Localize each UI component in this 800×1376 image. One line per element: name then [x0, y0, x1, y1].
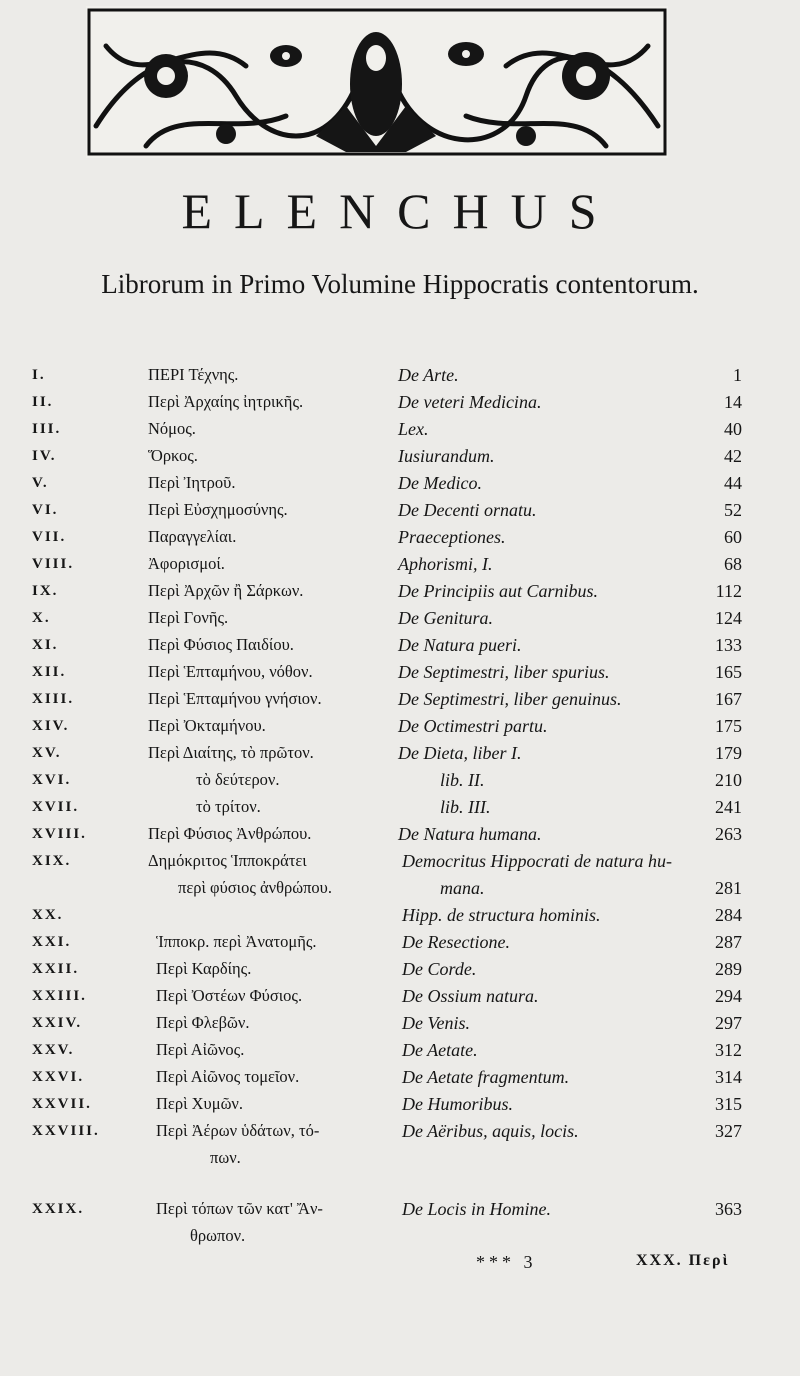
list-item: [0, 605, 800, 631]
list-item: [0, 362, 800, 388]
entry-number: I.: [32, 367, 46, 383]
entry-latin-title: De veteri Medicina.: [398, 392, 542, 412]
entry-greek-title: Περὶ Διαίτης, τὸ πρῶτον.: [148, 743, 314, 762]
entry-latin-title: Aphorismi, I.: [398, 554, 493, 574]
entry-number: XXIV.: [32, 1015, 83, 1031]
list-item: [0, 443, 800, 469]
entry-page-number: 314: [715, 1067, 742, 1087]
entry-latin-title: lib. III.: [440, 797, 491, 817]
entry-number: II.: [32, 394, 54, 410]
entry-number: XXVI.: [32, 1069, 85, 1085]
entry-number: XV.: [32, 745, 62, 761]
entry-number: XIV.: [32, 718, 70, 734]
entry-latin-title: De Octimestri partu.: [398, 716, 548, 736]
entry-greek-title: Περὶ Ἑπταμήνου, νόθον.: [148, 662, 313, 681]
entry-page-number: 40: [724, 419, 742, 439]
entry-latin-title: Lex.: [398, 419, 429, 439]
entry-page-number: 241: [715, 797, 742, 817]
entry-latin-title: De Medico.: [398, 473, 482, 493]
entry-latin-title: De Arte.: [398, 365, 459, 385]
entry-number: IV.: [32, 448, 57, 464]
entry-latin-title: mana.: [440, 878, 485, 898]
entry-latin-title: De Genitura.: [398, 608, 493, 628]
entry-greek-title: Περὶ Φύσιος Παιδίου.: [148, 635, 294, 654]
list-item: [0, 578, 800, 604]
entry-number: X.: [32, 610, 51, 626]
entry-number: VII.: [32, 529, 67, 545]
entry-page-number: 327: [715, 1121, 742, 1141]
entry-page-number: 52: [724, 500, 742, 520]
list-item: [0, 1010, 800, 1036]
entry-page-number: 124: [715, 608, 742, 628]
entry-latin-title: De Corde.: [402, 959, 477, 979]
entry-latin-title: De Ossium natura.: [402, 986, 539, 1006]
entry-greek-title: Παραγγελίαι.: [148, 527, 237, 546]
entry-page-number: 312: [715, 1040, 742, 1060]
entry-latin-title: Democritus Hippocrati de natura hu-: [402, 851, 672, 871]
entry-page-number: 175: [715, 716, 742, 736]
list-item: [0, 551, 800, 577]
list-item: [0, 740, 800, 766]
entry-number: XVII.: [32, 799, 80, 815]
list-item: [0, 956, 800, 982]
list-item: [0, 470, 800, 496]
entry-page-number: 297: [715, 1013, 742, 1033]
entry-greek-title: Περὶ Ἀρχῶν ἢ Σάρκων.: [148, 581, 304, 600]
entry-greek-title: τὸ τρίτον.: [196, 797, 261, 816]
entry-latin-title: De Septimestri, liber spurius.: [398, 662, 610, 682]
entry-latin-title: De Humoribus.: [402, 1094, 513, 1114]
entry-page-number: 1: [733, 365, 742, 385]
entry-greek-title: ΠΕΡΙ Τέχνης.: [148, 365, 239, 384]
entry-number: XXV.: [32, 1042, 75, 1058]
entry-number: XXIII.: [32, 988, 87, 1004]
entry-greek-title: πων.: [210, 1148, 241, 1167]
entry-page-number: 42: [724, 446, 742, 466]
list-item: [0, 659, 800, 685]
list-item: [0, 821, 800, 847]
list-item: [0, 767, 800, 793]
entry-number: XXI.: [32, 934, 72, 950]
entry-latin-title: De Natura pueri.: [398, 635, 522, 655]
entry-page-number: 60: [724, 527, 742, 547]
entry-number: VIII.: [32, 556, 75, 572]
entry-greek-title: Περὶ Ἑπταμήνου γνήσιον.: [148, 689, 322, 708]
entry-greek-title: Περὶ Ἰητροῦ.: [148, 473, 236, 492]
list-item: [0, 875, 800, 901]
entry-greek-title: Περὶ Φύσιος Ἀνθρώπου.: [148, 824, 312, 843]
entry-greek-title: τὸ δεύτερον.: [196, 770, 280, 789]
entry-page-number: 133: [715, 635, 742, 655]
list-item: [0, 1037, 800, 1063]
list-item: [0, 1196, 800, 1222]
list-item: [0, 497, 800, 523]
entry-number: III.: [32, 421, 62, 437]
page-title: ELENCHUS: [181, 183, 619, 239]
entry-greek-title: Περὶ Αἰῶνος τομεῖον.: [156, 1067, 300, 1086]
entry-greek-title: Νόμος.: [148, 419, 196, 438]
entry-latin-title: lib. II.: [440, 770, 485, 790]
list-item: [0, 389, 800, 415]
entry-number: XVIII.: [32, 826, 87, 842]
entry-greek-title: Περὶ Χυμῶν.: [156, 1094, 244, 1113]
entry-latin-title: De Decenti ornatu.: [398, 500, 537, 520]
entry-page-number: 167: [715, 689, 742, 709]
entry-number: XXVII.: [32, 1096, 92, 1112]
entry-greek-title: Περὶ τόπων τῶν κατ' Ἄν-: [156, 1199, 323, 1218]
entry-latin-title: De Natura humana.: [398, 824, 542, 844]
entry-greek-title: Περὶ Ἀρχαίης ἰητρικῆς.: [148, 392, 304, 411]
entry-page-number: 112: [715, 581, 742, 601]
entry-page-number: 68: [724, 554, 742, 574]
entry-greek-title: Ἱπποκρ. περὶ Ἀνατομῆς.: [156, 932, 317, 951]
entry-number: XIX.: [32, 853, 72, 869]
catchword: XXX. Περὶ: [636, 1252, 730, 1269]
entry-number: XII.: [32, 664, 67, 680]
entry-greek-title: Περὶ Ἀέρων ὑδάτων, τό-: [156, 1121, 320, 1140]
entry-page-number: 263: [715, 824, 742, 844]
entry-page-number: 294: [715, 986, 742, 1006]
list-item: [0, 1118, 800, 1144]
entry-page-number: 210: [715, 770, 742, 790]
list-item: [0, 1064, 800, 1090]
entry-latin-title: De Aetate.: [402, 1040, 478, 1060]
list-item: [0, 1223, 800, 1249]
list-item: [0, 983, 800, 1009]
entry-number: VI.: [32, 502, 59, 518]
entry-number: V.: [32, 475, 49, 491]
list-item: [0, 902, 800, 928]
entry-greek-title: Περὶ Εὐσχημοσύνης.: [148, 500, 288, 519]
list-item: [0, 632, 800, 658]
list-item: [0, 713, 800, 739]
entry-latin-title: De Principiis aut Carnibus.: [398, 581, 599, 601]
list-item: [0, 848, 800, 874]
entry-greek-title: Περὶ Αἰῶνος.: [156, 1040, 245, 1059]
entry-number: XI.: [32, 637, 59, 653]
entry-greek-title: Περὶ Φλεβῶν.: [156, 1013, 250, 1032]
entry-number: IX.: [32, 583, 59, 599]
list-item: [0, 686, 800, 712]
entry-page-number: 281: [715, 878, 742, 898]
list-item: [0, 794, 800, 820]
entry-greek-title: Περὶ Ὀστέων Φύσιος.: [156, 986, 303, 1005]
entry-latin-title: Praeceptiones.: [398, 527, 506, 547]
list-item: [0, 524, 800, 550]
signature-mark: *** 3: [476, 1252, 537, 1272]
entry-latin-title: De Dieta, liber I.: [398, 743, 522, 763]
entry-number: XVI.: [32, 772, 72, 788]
entry-greek-title: Ὅρκος.: [148, 446, 198, 465]
entry-latin-title: Hipp. de structura hominis.: [402, 905, 601, 925]
entry-latin-title: De Resectione.: [402, 932, 510, 952]
entry-greek-title: περὶ φύσιος ἀνθρώπου.: [178, 878, 332, 897]
list-item: [0, 929, 800, 955]
entry-greek-title: Περὶ Ὀκταμήνου.: [148, 716, 266, 735]
entry-page-number: 179: [715, 743, 742, 763]
entry-latin-title: De Aëribus, aquis, locis.: [402, 1121, 579, 1141]
entry-greek-title: θρωπον.: [190, 1226, 246, 1245]
entry-number: XX.: [32, 907, 64, 923]
entry-number: XXIX.: [32, 1201, 85, 1217]
list-item: [0, 1091, 800, 1117]
entry-page-number: 14: [724, 392, 742, 412]
entry-latin-title: De Venis.: [402, 1013, 470, 1033]
entry-latin-title: De Septimestri, liber genuinus.: [398, 689, 622, 709]
entry-greek-title: Περὶ Καρδίης.: [156, 959, 252, 978]
list-item: [0, 416, 800, 442]
entry-latin-title: De Aetate fragmentum.: [402, 1067, 570, 1087]
entry-latin-title: De Locis in Homine.: [402, 1199, 551, 1219]
entry-page-number: 165: [715, 662, 742, 682]
entry-number: XXVIII.: [32, 1123, 100, 1139]
entry-page-number: 44: [724, 473, 742, 493]
page-subtitle: Librorum in Primo Volumine Hippocratis contentorum.: [101, 269, 699, 299]
list-item: [0, 1145, 800, 1171]
entry-page-number: 289: [715, 959, 742, 979]
page-footer: [0, 1252, 800, 1280]
entry-greek-title: Δημόκριτος Ἱπποκράτει: [148, 851, 307, 870]
entry-page-number: 363: [715, 1199, 742, 1219]
woodcut-headpiece: [86, 6, 668, 158]
entry-page-number: 315: [715, 1094, 742, 1114]
entry-latin-title: Iusiurandum.: [398, 446, 495, 466]
entry-page-number: 287: [715, 932, 742, 952]
entry-page-number: 284: [715, 905, 742, 925]
entry-number: XXII.: [32, 961, 80, 977]
entry-number: XIII.: [32, 691, 75, 707]
entry-greek-title: Ἀφορισμοί.: [148, 554, 225, 573]
entry-greek-title: Περὶ Γονῆς.: [148, 608, 229, 627]
